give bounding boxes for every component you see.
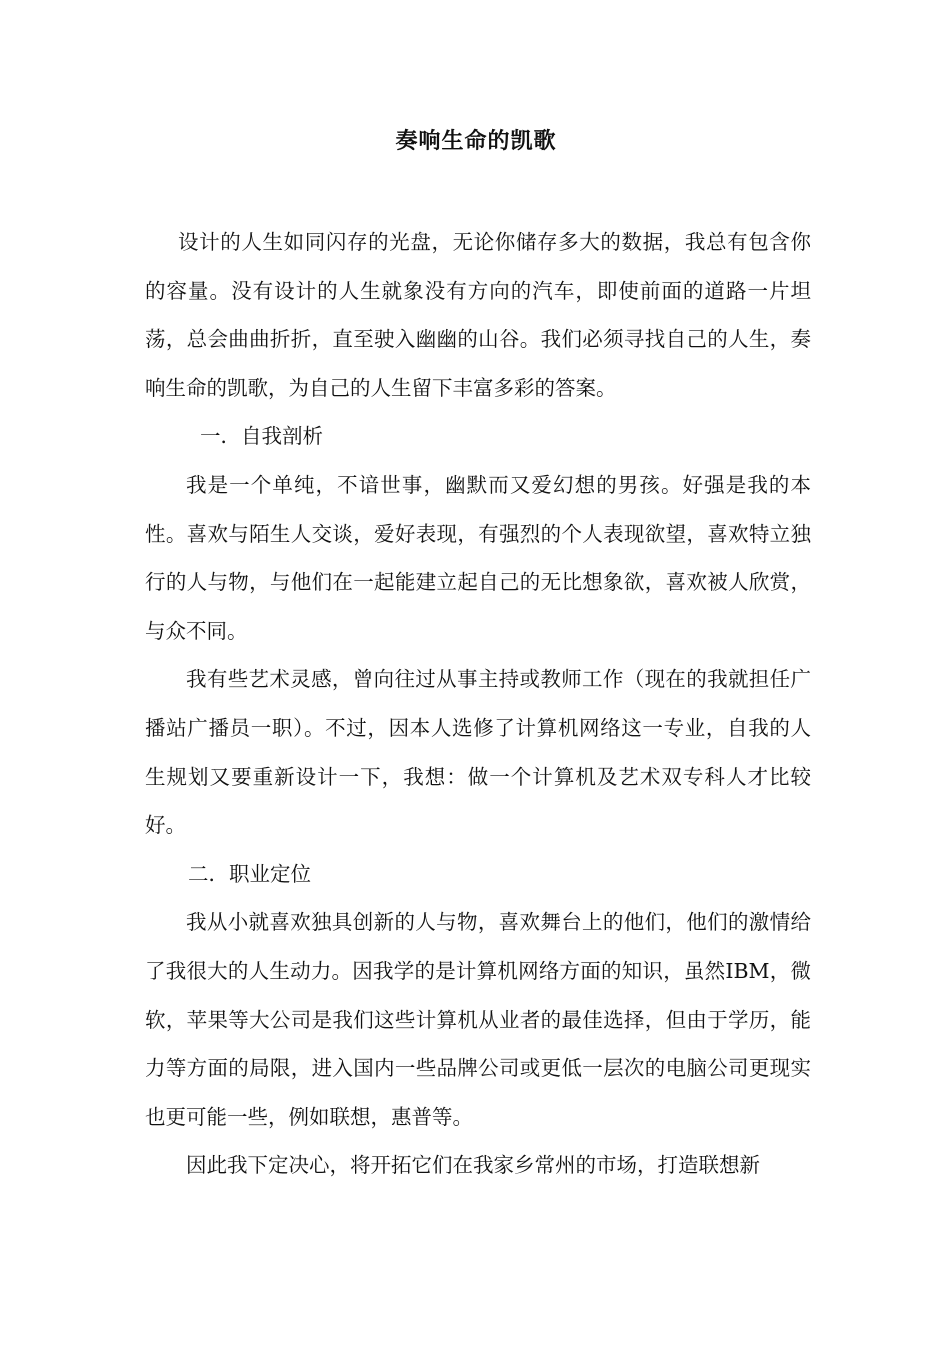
section-heading-career-positioning: 二．职业定位 bbox=[188, 861, 311, 886]
document-title: 奏响生命的凯歌 bbox=[395, 128, 557, 154]
self-analysis-paragraph-1: 我是一个单纯，不谙世事，幽默而又爱幻想的男孩。好强是我的本性。喜欢与陌生人交谈，爱好表现，有强烈的个人表现欲望，喜欢特立独行的人与物，与他们在一起能建立起自己的无比想象欲，喜欢被人欣赏，与众不同。 bbox=[145, 472, 811, 643]
career-positioning-paragraph-2: 因此我下定决心，将开拓它们在我家乡常州的市场，打造联想新 bbox=[186, 1153, 760, 1178]
career-positioning-paragraph-1: 我从小就喜欢独具创新的人与物，喜欢舞台上的他们，他们的激情给了我很大的人生动力。因我学的是计算机网络方面的知识，虽然IBM，微软，苹果等大公司是我们这些计算机从业者的最佳选择，但由于学历，能力等方面的局限，进入国内一些品牌公司或更低一层次的电脑公司更现实也更可能一些，例如联想，惠普等。 bbox=[145, 910, 811, 1129]
section-heading-self-analysis: 一．自我剖析 bbox=[200, 424, 323, 449]
document-body bbox=[145, 218, 811, 1190]
intro-paragraph: 设计的人生如同闪存的光盘，无论你储存多大的数据，我总有包含你的容量。没有设计的人生就象没有方向的汽车，即使前面的道路一片坦荡，总会曲曲折折，直至驶入幽幽的山谷。我们必须寻找自己的人生，奏响生命的凯歌，为自己的人生留下丰富多彩的答案。 bbox=[145, 230, 811, 400]
self-analysis-paragraph-2: 我有些艺术灵感，曾向往过从事主持或教师工作（现在的我就担任广播站广播员一职）。不过，因本人选修了计算机网络这一专业，自我的人生规划又要重新设计一下，我想：做一个计算机及艺术双专科人才比较好。 bbox=[145, 667, 811, 838]
